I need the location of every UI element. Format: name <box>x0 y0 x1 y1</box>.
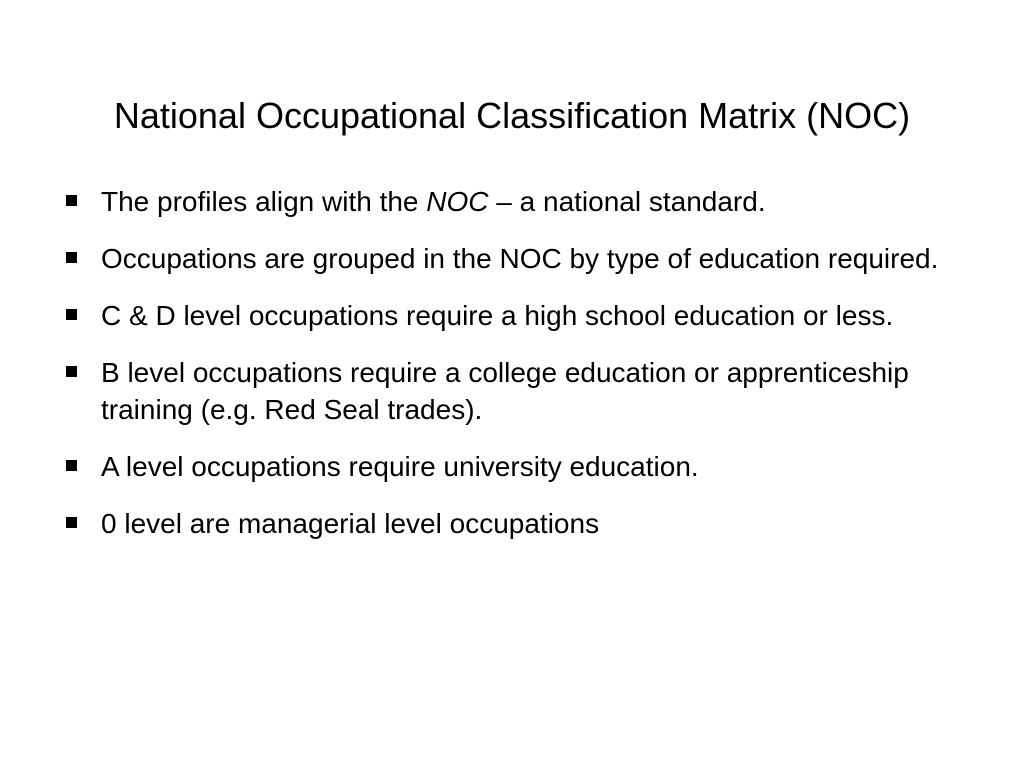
bullet-text-before: Occupations are grouped in the NOC by type of education required. <box>101 243 939 274</box>
bullet-text <box>101 243 938 274</box>
bullet-list <box>66 183 966 562</box>
bullet-item <box>66 354 966 428</box>
bullet-text-after: – a national standard. <box>488 186 766 217</box>
slide-title: National Occupational Classification Matrix (NOC) <box>113 95 911 136</box>
bullet-text-before: The profiles align with the <box>101 186 427 217</box>
bullet-item <box>66 240 966 277</box>
square-bullet-icon <box>66 195 77 206</box>
square-bullet-icon <box>66 309 77 320</box>
bullet-text-before: C & D level occupations require a high school education or less. <box>101 300 894 331</box>
square-bullet-icon <box>66 252 77 263</box>
bullet-text <box>101 508 599 539</box>
square-bullet-icon <box>66 460 77 471</box>
bullet-text-before: 0 level are managerial level occupations <box>101 508 600 539</box>
bullet-item <box>66 448 966 485</box>
bullet-item <box>66 297 966 334</box>
bullet-item <box>66 505 966 542</box>
bullet-text <box>101 451 699 482</box>
bullet-item <box>66 183 966 220</box>
bullet-text-before: A level occupations require university education. <box>101 451 699 482</box>
bullet-text <box>101 300 893 331</box>
bullet-text <box>101 357 909 425</box>
bullet-text-emphasis: NOC <box>426 186 489 217</box>
bullet-text-before: B level occupations require a college education or apprenticeship training (e.g. Red Seal trades). <box>101 357 909 425</box>
bullet-text <box>101 186 766 217</box>
square-bullet-icon <box>66 366 77 377</box>
square-bullet-icon <box>66 517 77 528</box>
